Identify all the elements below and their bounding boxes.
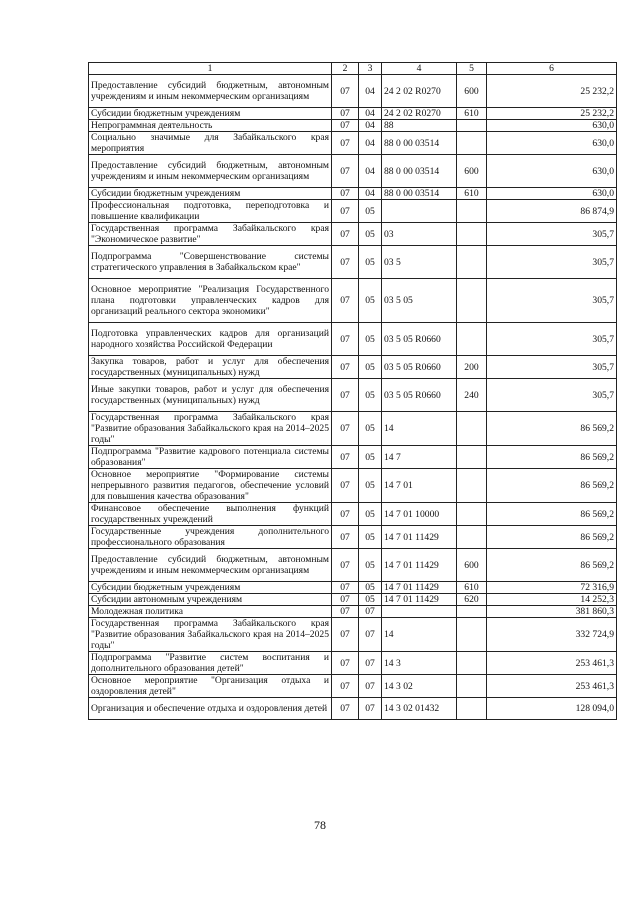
cell-expense-type: 610: [457, 582, 487, 594]
cell-amount: 86 569,2: [487, 526, 617, 549]
cell-expense-type: [457, 246, 487, 279]
cell-target-article: 88: [382, 120, 457, 132]
cell-expense-type: 200: [457, 356, 487, 379]
cell-subsection: 05: [359, 503, 382, 526]
cell-item-name: Молодежная политика: [89, 606, 332, 618]
table-row: [89, 618, 617, 652]
cell-subsection: 04: [359, 108, 382, 120]
cell-section: 07: [332, 379, 359, 412]
cell-amount: 25 232,2: [487, 108, 617, 120]
cell-item-name: Субсидии бюджетным учреждениям: [89, 108, 332, 120]
table-row: [89, 155, 617, 188]
cell-item-name: Предоставление субсидий бюджетным, автономным учреждениям и иным некоммерческим организациям: [89, 75, 332, 108]
cell-item-name: Непрограммная деятельность: [89, 120, 332, 132]
cell-expense-type: 600: [457, 75, 487, 108]
cell-item-name: Подпрограмма "Развитие кадрового потенциала системы образования": [89, 446, 332, 469]
cell-target-article: 03 5 05 R0660: [382, 323, 457, 356]
cell-expense-type: [457, 652, 487, 675]
cell-target-article: 14 7 01 11429: [382, 582, 457, 594]
cell-expense-type: [457, 446, 487, 469]
table-header-row: [89, 63, 617, 75]
cell-item-name: Государственная программа Забайкальского края "Развитие образования Забайкальского края на 2014–2025 годы": [89, 412, 332, 446]
cell-section: 07: [332, 323, 359, 356]
cell-target-article: 14 3 02: [382, 675, 457, 698]
cell-subsection: 07: [359, 652, 382, 675]
cell-expense-type: [457, 469, 487, 503]
cell-expense-type: [457, 618, 487, 652]
cell-target-article: 14 7 01 11429: [382, 526, 457, 549]
table-row: [89, 412, 617, 446]
cell-target-article: 03: [382, 223, 457, 246]
cell-subsection: 04: [359, 132, 382, 155]
cell-subsection: 05: [359, 582, 382, 594]
cell-subsection: 07: [359, 675, 382, 698]
cell-section: 07: [332, 549, 359, 582]
cell-target-article: 03 5 05: [382, 279, 457, 323]
cell-section: 07: [332, 675, 359, 698]
table-row: [89, 652, 617, 675]
cell-section: 07: [332, 75, 359, 108]
cell-item-name: Подпрограмма "Совершенствование системы стратегического управления в Забайкальском крае": [89, 246, 332, 279]
header-col-3: 3: [359, 63, 382, 75]
cell-amount: 86 569,2: [487, 469, 617, 503]
cell-amount: 86 569,2: [487, 446, 617, 469]
table-row: [89, 469, 617, 503]
header-col-1: 1: [89, 63, 332, 75]
table-row: [89, 379, 617, 412]
cell-subsection: 04: [359, 120, 382, 132]
cell-subsection: 04: [359, 75, 382, 108]
cell-expense-type: [457, 279, 487, 323]
table-row: [89, 279, 617, 323]
cell-subsection: 05: [359, 356, 382, 379]
cell-target-article: 03 5 05 R0660: [382, 379, 457, 412]
cell-item-name: Основное мероприятие "Реализация Государственного плана подготовки управленческих кадров для организаций реального сектора экономики": [89, 279, 332, 323]
cell-subsection: 05: [359, 223, 382, 246]
cell-subsection: 05: [359, 549, 382, 582]
cell-target-article: 14 3: [382, 652, 457, 675]
budget-table: [88, 62, 617, 720]
cell-item-name: Подготовка управленческих кадров для организаций народного хозяйства Российской Федерации: [89, 323, 332, 356]
header-col-6: 6: [487, 63, 617, 75]
cell-subsection: 04: [359, 155, 382, 188]
cell-expense-type: [457, 675, 487, 698]
cell-target-article: 14 7 01 11429: [382, 549, 457, 582]
cell-subsection: 05: [359, 379, 382, 412]
cell-amount: 253 461,3: [487, 652, 617, 675]
cell-subsection: 05: [359, 469, 382, 503]
cell-section: 07: [332, 503, 359, 526]
table-row: [89, 120, 617, 132]
cell-item-name: Предоставление субсидий бюджетным, автономным учреждениям и иным некоммерческим организациям: [89, 155, 332, 188]
cell-section: 07: [332, 108, 359, 120]
cell-subsection: 07: [359, 618, 382, 652]
table-row: [89, 108, 617, 120]
cell-amount: 72 316,9: [487, 582, 617, 594]
cell-expense-type: [457, 698, 487, 720]
cell-item-name: Основное мероприятие "Формирование системы непрерывного развития педагогов, обеспечение условий для повышения качества образования": [89, 469, 332, 503]
cell-section: 07: [332, 412, 359, 446]
header-col-5: 5: [457, 63, 487, 75]
table-row: [89, 675, 617, 698]
cell-target-article: [382, 200, 457, 223]
cell-expense-type: [457, 223, 487, 246]
cell-amount: 86 569,2: [487, 503, 617, 526]
cell-amount: 86 874,9: [487, 200, 617, 223]
cell-target-article: 14: [382, 412, 457, 446]
table-row: [89, 188, 617, 200]
cell-target-article: 14 7: [382, 446, 457, 469]
cell-expense-type: [457, 132, 487, 155]
cell-amount: 305,7: [487, 223, 617, 246]
cell-amount: 305,7: [487, 279, 617, 323]
table-row: [89, 582, 617, 594]
cell-section: 07: [332, 594, 359, 606]
cell-amount: 630,0: [487, 132, 617, 155]
cell-section: 07: [332, 356, 359, 379]
cell-item-name: Профессиональная подготовка, переподготовка и повышение квалификации: [89, 200, 332, 223]
cell-item-name: Субсидии автономным учреждениям: [89, 594, 332, 606]
header-col-4: 4: [382, 63, 457, 75]
cell-expense-type: 610: [457, 188, 487, 200]
cell-item-name: Основное мероприятие "Организация отдыха и оздоровления детей": [89, 675, 332, 698]
cell-expense-type: 610: [457, 108, 487, 120]
cell-target-article: 14 3 02 01432: [382, 698, 457, 720]
header-col-2: 2: [332, 63, 359, 75]
cell-item-name: Государственная программа Забайкальского края "Развитие образования Забайкальского края на 2014–2025 годы": [89, 618, 332, 652]
cell-target-article: 88 0 00 03514: [382, 155, 457, 188]
cell-item-name: Финансовое обеспечение выполнения функций государственных учреждений: [89, 503, 332, 526]
cell-amount: 305,7: [487, 356, 617, 379]
cell-target-article: 24 2 02 R0270: [382, 75, 457, 108]
cell-target-article: 14 7 01 10000: [382, 503, 457, 526]
cell-section: 07: [332, 120, 359, 132]
cell-expense-type: [457, 606, 487, 618]
cell-subsection: 04: [359, 188, 382, 200]
cell-item-name: Подпрограмма "Развитие систем воспитания и дополнительного образования детей": [89, 652, 332, 675]
cell-section: 07: [332, 618, 359, 652]
cell-target-article: [382, 606, 457, 618]
cell-item-name: Закупка товаров, работ и услуг для обеспечения государственных (муниципальных) нужд: [89, 356, 332, 379]
cell-expense-type: [457, 200, 487, 223]
cell-subsection: 07: [359, 698, 382, 720]
cell-section: 07: [332, 652, 359, 675]
cell-item-name: Субсидии бюджетным учреждениям: [89, 582, 332, 594]
cell-section: 07: [332, 188, 359, 200]
cell-expense-type: [457, 323, 487, 356]
cell-expense-type: 600: [457, 155, 487, 188]
cell-section: 07: [332, 446, 359, 469]
cell-amount: 381 860,3: [487, 606, 617, 618]
cell-target-article: 14 7 01: [382, 469, 457, 503]
cell-target-article: 03 5 05 R0660: [382, 356, 457, 379]
cell-section: 07: [332, 606, 359, 618]
cell-section: 07: [332, 469, 359, 503]
cell-item-name: Социально значимые для Забайкальского края мероприятия: [89, 132, 332, 155]
cell-item-name: Иные закупки товаров, работ и услуг для обеспечения государственных (муниципальных) нужд: [89, 379, 332, 412]
cell-section: 07: [332, 223, 359, 246]
cell-target-article: 14 7 01 11429: [382, 594, 457, 606]
cell-target-article: 88 0 00 03514: [382, 132, 457, 155]
table-row: [89, 246, 617, 279]
table-row: [89, 75, 617, 108]
cell-target-article: 14: [382, 618, 457, 652]
cell-item-name: Предоставление субсидий бюджетным, автономным учреждениям и иным некоммерческим организациям: [89, 549, 332, 582]
cell-target-article: 24 2 02 R0270: [382, 108, 457, 120]
table-row: [89, 200, 617, 223]
cell-amount: 630,0: [487, 188, 617, 200]
table-row: [89, 503, 617, 526]
cell-section: 07: [332, 279, 359, 323]
cell-section: 07: [332, 200, 359, 223]
cell-amount: 128 094,0: [487, 698, 617, 720]
cell-subsection: 05: [359, 279, 382, 323]
cell-amount: 86 569,2: [487, 412, 617, 446]
table-body: [89, 75, 617, 720]
cell-subsection: 07: [359, 606, 382, 618]
cell-amount: 630,0: [487, 155, 617, 188]
cell-section: 07: [332, 132, 359, 155]
cell-amount: 14 252,3: [487, 594, 617, 606]
cell-amount: 305,7: [487, 323, 617, 356]
table-row: [89, 132, 617, 155]
cell-subsection: 05: [359, 412, 382, 446]
cell-section: 07: [332, 155, 359, 188]
cell-expense-type: 240: [457, 379, 487, 412]
cell-subsection: 05: [359, 323, 382, 356]
table-row: [89, 526, 617, 549]
cell-item-name: Субсидии бюджетным учреждениям: [89, 188, 332, 200]
cell-amount: 630,0: [487, 120, 617, 132]
cell-section: 07: [332, 698, 359, 720]
cell-expense-type: [457, 412, 487, 446]
table-row: [89, 323, 617, 356]
cell-amount: 86 569,2: [487, 549, 617, 582]
cell-subsection: 05: [359, 200, 382, 223]
cell-target-article: 03 5: [382, 246, 457, 279]
cell-section: 07: [332, 246, 359, 279]
table-row: [89, 594, 617, 606]
cell-subsection: 05: [359, 526, 382, 549]
cell-amount: 25 232,2: [487, 75, 617, 108]
cell-amount: 253 461,3: [487, 675, 617, 698]
cell-expense-type: [457, 120, 487, 132]
table-row: [89, 698, 617, 720]
cell-target-article: 88 0 00 03514: [382, 188, 457, 200]
cell-expense-type: [457, 503, 487, 526]
page-number: 78: [314, 818, 326, 832]
cell-item-name: Государственная программа Забайкальского края "Экономическое развитие": [89, 223, 332, 246]
table-row: [89, 606, 617, 618]
table-row: [89, 446, 617, 469]
table-row: [89, 549, 617, 582]
cell-item-name: Государственные учреждения дополнительного профессионального образования: [89, 526, 332, 549]
table-row: [89, 223, 617, 246]
cell-amount: 332 724,9: [487, 618, 617, 652]
table-row: [89, 356, 617, 379]
cell-amount: 305,7: [487, 246, 617, 279]
cell-subsection: 05: [359, 594, 382, 606]
cell-amount: 305,7: [487, 379, 617, 412]
cell-expense-type: 600: [457, 549, 487, 582]
cell-expense-type: 620: [457, 594, 487, 606]
cell-section: 07: [332, 526, 359, 549]
cell-section: 07: [332, 582, 359, 594]
cell-subsection: 05: [359, 446, 382, 469]
cell-expense-type: [457, 526, 487, 549]
cell-item-name: Организация и обеспечение отдыха и оздоровления детей: [89, 698, 332, 720]
cell-subsection: 05: [359, 246, 382, 279]
